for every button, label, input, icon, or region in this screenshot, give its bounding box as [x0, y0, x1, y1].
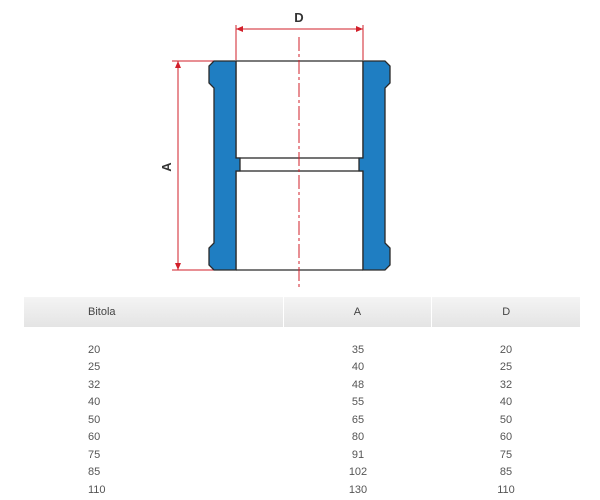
cell-bitola: 60	[88, 431, 101, 444]
dimension-a	[159, 61, 214, 270]
cell-a: 40	[351, 361, 365, 374]
table-row	[24, 481, 580, 499]
table-header	[24, 297, 580, 327]
table-row	[24, 359, 580, 377]
header-a: A	[284, 297, 433, 327]
table-row	[24, 394, 580, 412]
cell-d: 50	[499, 413, 513, 426]
cell-bitola: 32	[88, 378, 101, 391]
cell-a: 35	[351, 343, 365, 356]
dimension-d	[236, 10, 363, 60]
cell-a: 130	[348, 483, 368, 496]
cell-bitola: 110	[88, 483, 106, 496]
cell-a: 48	[351, 378, 365, 391]
cell-a: 102	[348, 466, 368, 479]
cell-bitola: 50	[88, 413, 101, 426]
cell-d: 25	[499, 361, 513, 374]
table-row	[24, 429, 580, 447]
cell-d: 20	[499, 343, 513, 356]
dimension-a-label: A	[159, 162, 174, 172]
cell-a: 55	[351, 396, 365, 409]
header-bitola: Bitola	[24, 297, 284, 327]
cell-a: 65	[351, 413, 365, 426]
table-row	[24, 341, 580, 359]
cell-d: 32	[499, 378, 513, 391]
cell-a: 80	[351, 431, 365, 444]
table-row	[24, 376, 580, 394]
table-row	[24, 411, 580, 429]
table-row	[24, 446, 580, 464]
cell-d: 40	[499, 396, 513, 409]
cell-bitola: 40	[88, 396, 101, 409]
cell-bitola: 25	[88, 361, 101, 374]
table-body	[24, 327, 580, 499]
cell-bitola: 85	[88, 466, 101, 479]
cell-d: 85	[499, 466, 513, 479]
dimensions-table	[24, 297, 580, 499]
cell-a: 91	[351, 448, 365, 461]
left-wall	[209, 61, 240, 270]
cell-d: 60	[499, 431, 513, 444]
cell-d: 75	[499, 448, 513, 461]
right-wall	[359, 61, 390, 270]
cell-d: 110	[497, 483, 515, 496]
cell-bitola: 75	[88, 448, 101, 461]
dimension-d-label: D	[294, 10, 304, 25]
header-d: D	[432, 297, 580, 327]
cell-bitola: 20	[88, 343, 101, 356]
table-row	[24, 464, 580, 482]
